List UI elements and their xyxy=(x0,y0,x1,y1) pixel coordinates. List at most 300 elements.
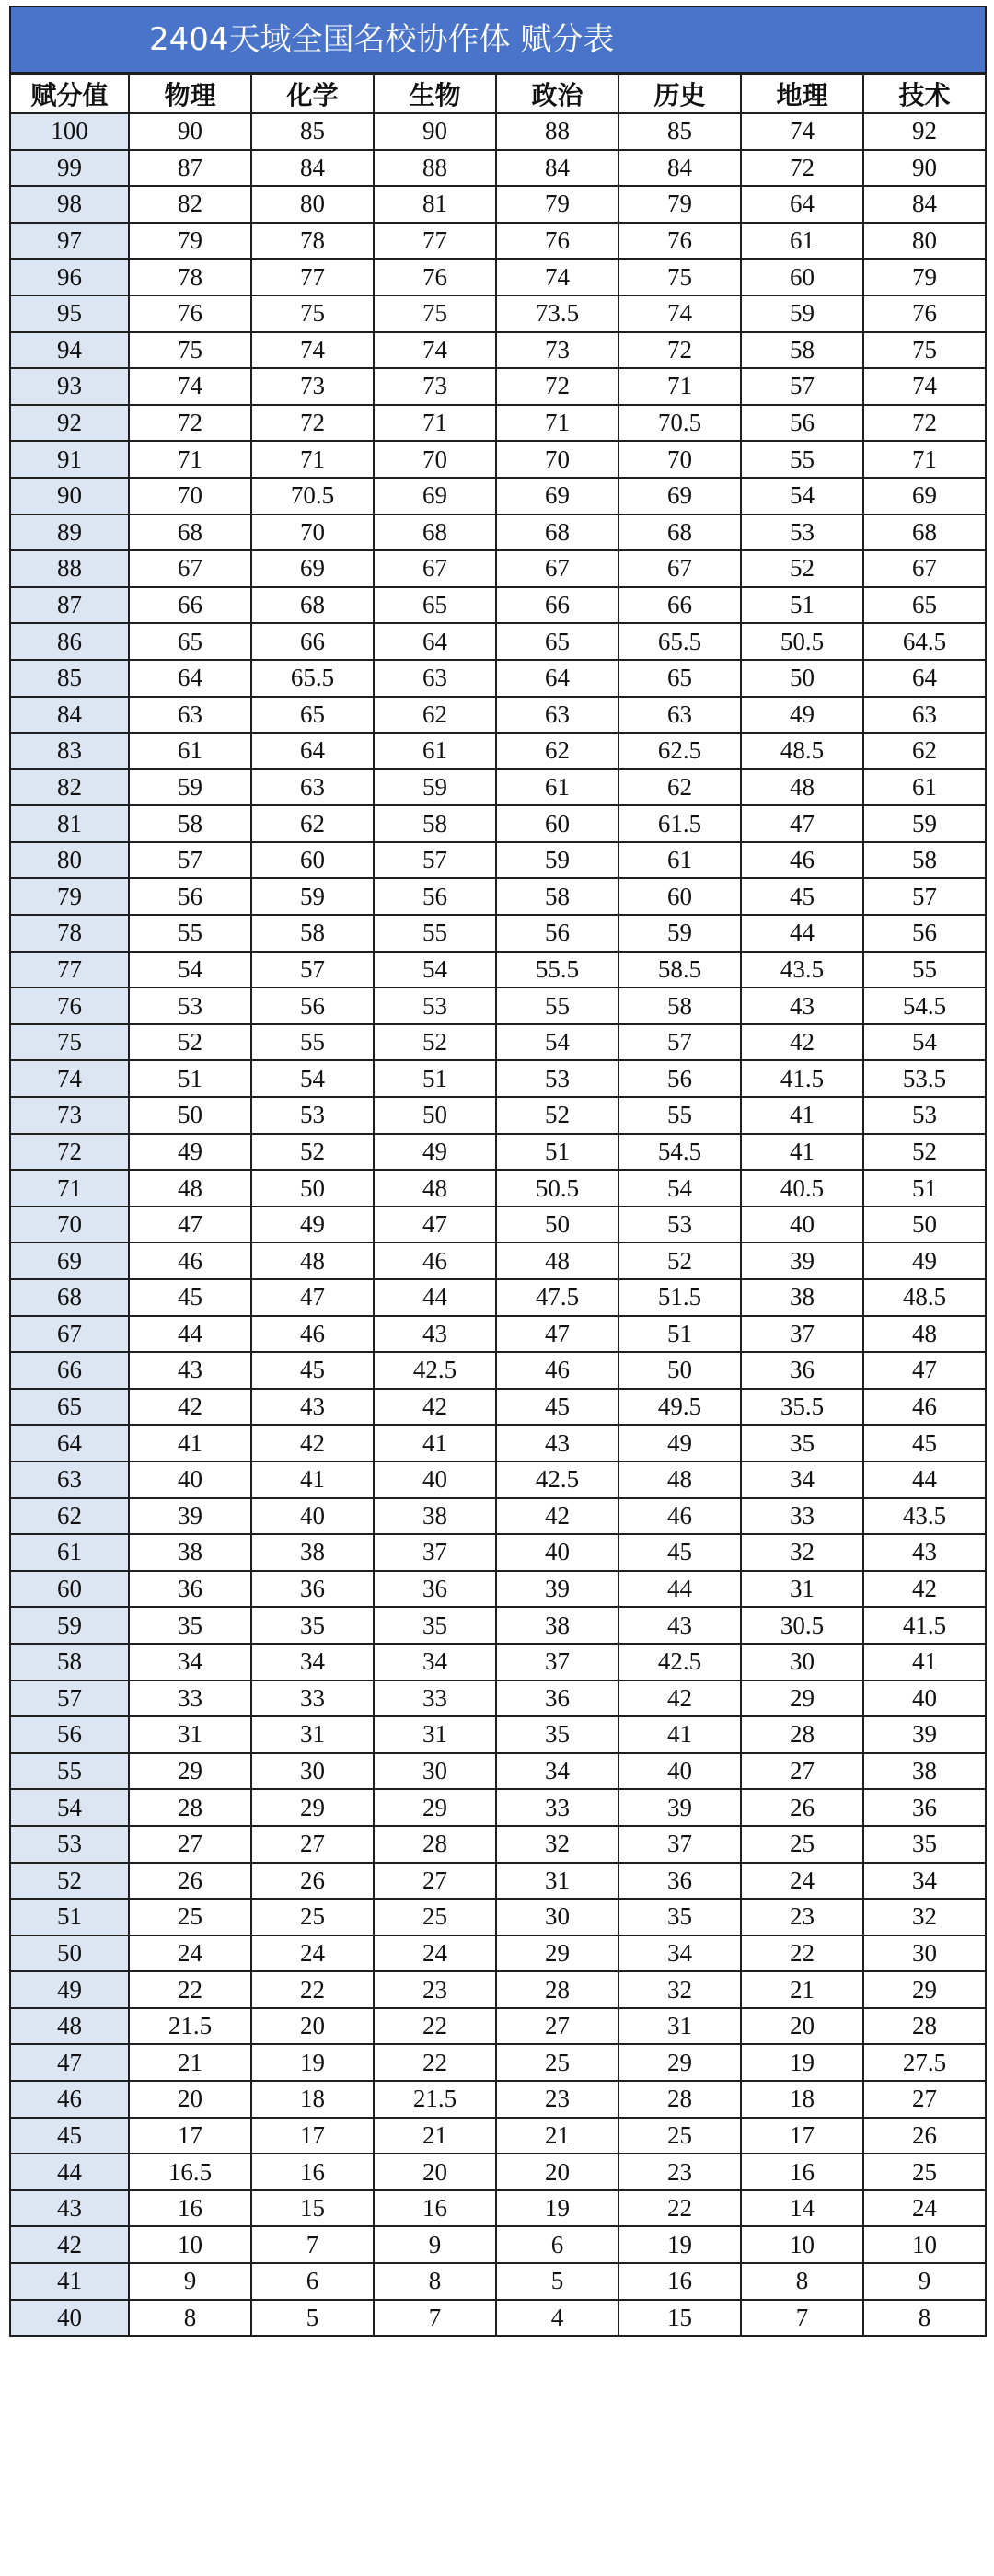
cell-politics: 39 xyxy=(496,1571,618,1608)
cell-technology: 80 xyxy=(863,223,986,260)
cell-technology: 92 xyxy=(863,113,986,150)
score-conversion-table xyxy=(9,74,987,2337)
cell-biology: 22 xyxy=(374,2008,496,2045)
cell-geography: 42 xyxy=(741,1024,863,1061)
cell-politics: 36 xyxy=(496,1681,618,1717)
cell-history: 62.5 xyxy=(618,733,741,769)
cell-chemistry: 48 xyxy=(251,1242,374,1279)
cell-history: 48 xyxy=(618,1461,741,1498)
table-row xyxy=(10,1060,986,1097)
cell-biology: 23 xyxy=(374,1971,496,2008)
cell-chemistry: 36 xyxy=(251,1571,374,1608)
cell-politics: 53 xyxy=(496,1060,618,1097)
table-row xyxy=(10,2190,986,2227)
cell-physics: 21 xyxy=(129,2044,251,2081)
cell-technology: 43 xyxy=(863,1534,986,1571)
cell-technology: 84 xyxy=(863,186,986,223)
score-cell: 83 xyxy=(10,733,129,769)
cell-technology: 59 xyxy=(863,805,986,842)
cell-physics: 79 xyxy=(129,223,251,260)
cell-biology: 8 xyxy=(374,2263,496,2300)
cell-politics: 42.5 xyxy=(496,1461,618,1498)
cell-geography: 41 xyxy=(741,1097,863,1134)
score-cell: 93 xyxy=(10,368,129,405)
cell-politics: 68 xyxy=(496,514,618,551)
cell-technology: 54.5 xyxy=(863,988,986,1024)
cell-physics: 64 xyxy=(129,660,251,697)
cell-politics: 27 xyxy=(496,2008,618,2045)
cell-history: 28 xyxy=(618,2081,741,2118)
cell-politics: 71 xyxy=(496,405,618,442)
cell-biology: 21.5 xyxy=(374,2081,496,2118)
cell-chemistry: 70.5 xyxy=(251,478,374,514)
table-row xyxy=(10,2044,986,2081)
cell-technology: 25 xyxy=(863,2154,986,2190)
cell-politics: 73.5 xyxy=(496,295,618,332)
cell-geography: 50 xyxy=(741,660,863,697)
cell-technology: 39 xyxy=(863,1716,986,1753)
cell-technology: 61 xyxy=(863,769,986,806)
cell-history: 44 xyxy=(618,1571,741,1608)
score-cell: 76 xyxy=(10,988,129,1024)
cell-geography: 44 xyxy=(741,915,863,952)
cell-biology: 37 xyxy=(374,1534,496,1571)
cell-technology: 35 xyxy=(863,1826,986,1863)
cell-geography: 53 xyxy=(741,514,863,551)
cell-physics: 28 xyxy=(129,1789,251,1826)
cell-physics: 26 xyxy=(129,1863,251,1900)
table-row xyxy=(10,1571,986,1608)
cell-geography: 46 xyxy=(741,842,863,879)
cell-geography: 14 xyxy=(741,2190,863,2227)
cell-physics: 9 xyxy=(129,2263,251,2300)
cell-technology: 32 xyxy=(863,1899,986,1935)
cell-geography: 72 xyxy=(741,150,863,187)
cell-history: 15 xyxy=(618,2300,741,2337)
cell-physics: 78 xyxy=(129,259,251,295)
cell-politics: 46 xyxy=(496,1352,618,1389)
cell-chemistry: 73 xyxy=(251,368,374,405)
score-cell: 98 xyxy=(10,186,129,223)
cell-physics: 24 xyxy=(129,1935,251,1972)
cell-physics: 36 xyxy=(129,1571,251,1608)
cell-chemistry: 72 xyxy=(251,405,374,442)
cell-chemistry: 62 xyxy=(251,805,374,842)
score-cell: 68 xyxy=(10,1279,129,1316)
cell-technology: 48 xyxy=(863,1316,986,1353)
cell-history: 84 xyxy=(618,150,741,187)
score-cell: 58 xyxy=(10,1644,129,1681)
cell-politics: 4 xyxy=(496,2300,618,2337)
score-cell: 94 xyxy=(10,332,129,369)
score-cell: 45 xyxy=(10,2118,129,2154)
cell-biology: 42 xyxy=(374,1389,496,1426)
cell-politics: 67 xyxy=(496,550,618,587)
table-row xyxy=(10,915,986,952)
cell-geography: 34 xyxy=(741,1461,863,1498)
cell-technology: 71 xyxy=(863,441,986,478)
table-row xyxy=(10,2154,986,2190)
table-row xyxy=(10,1607,986,1644)
cell-physics: 67 xyxy=(129,550,251,587)
cell-politics: 34 xyxy=(496,1753,618,1790)
cell-politics: 42 xyxy=(496,1498,618,1535)
cell-chemistry: 63 xyxy=(251,769,374,806)
cell-chemistry: 22 xyxy=(251,1971,374,2008)
cell-history: 34 xyxy=(618,1935,741,1972)
cell-politics: 54 xyxy=(496,1024,618,1061)
cell-geography: 48 xyxy=(741,769,863,806)
table-row xyxy=(10,2226,986,2263)
cell-biology: 24 xyxy=(374,1935,496,1972)
table-row xyxy=(10,2081,986,2118)
score-cell: 70 xyxy=(10,1207,129,1243)
score-cell: 51 xyxy=(10,1899,129,1935)
table-row xyxy=(10,1316,986,1353)
cell-politics: 72 xyxy=(496,368,618,405)
cell-history: 74 xyxy=(618,295,741,332)
header-technology: 技术 xyxy=(863,75,986,113)
score-cell: 41 xyxy=(10,2263,129,2300)
score-cell: 88 xyxy=(10,550,129,587)
cell-politics: 45 xyxy=(496,1389,618,1426)
cell-biology: 52 xyxy=(374,1024,496,1061)
cell-physics: 75 xyxy=(129,332,251,369)
cell-biology: 74 xyxy=(374,332,496,369)
cell-history: 63 xyxy=(618,697,741,734)
table-row xyxy=(10,1899,986,1935)
cell-history: 42.5 xyxy=(618,1644,741,1681)
cell-chemistry: 55 xyxy=(251,1024,374,1061)
table-row xyxy=(10,514,986,551)
cell-history: 31 xyxy=(618,2008,741,2045)
table-row xyxy=(10,805,986,842)
cell-technology: 36 xyxy=(863,1789,986,1826)
table-body xyxy=(10,113,986,2336)
table-row xyxy=(10,2300,986,2337)
cell-chemistry: 60 xyxy=(251,842,374,879)
header-biology: 生物 xyxy=(374,75,496,113)
cell-geography: 61 xyxy=(741,223,863,260)
cell-physics: 70 xyxy=(129,478,251,514)
cell-geography: 8 xyxy=(741,2263,863,2300)
cell-geography: 36 xyxy=(741,1352,863,1389)
score-cell: 42 xyxy=(10,2226,129,2263)
cell-biology: 27 xyxy=(374,1863,496,1900)
cell-biology: 59 xyxy=(374,769,496,806)
cell-chemistry: 40 xyxy=(251,1498,374,1535)
cell-politics: 70 xyxy=(496,441,618,478)
cell-physics: 20 xyxy=(129,2081,251,2118)
cell-chemistry: 6 xyxy=(251,2263,374,2300)
cell-politics: 76 xyxy=(496,223,618,260)
cell-technology: 74 xyxy=(863,368,986,405)
cell-physics: 66 xyxy=(129,587,251,624)
cell-technology: 90 xyxy=(863,150,986,187)
cell-physics: 68 xyxy=(129,514,251,551)
cell-politics: 84 xyxy=(496,150,618,187)
cell-physics: 87 xyxy=(129,150,251,187)
cell-physics: 52 xyxy=(129,1024,251,1061)
cell-history: 40 xyxy=(618,1753,741,1790)
cell-politics: 21 xyxy=(496,2118,618,2154)
cell-physics: 61 xyxy=(129,733,251,769)
cell-chemistry: 34 xyxy=(251,1644,374,1681)
cell-geography: 16 xyxy=(741,2154,863,2190)
cell-biology: 34 xyxy=(374,1644,496,1681)
cell-history: 58.5 xyxy=(618,952,741,988)
table-row xyxy=(10,1389,986,1426)
cell-politics: 60 xyxy=(496,805,618,842)
table-row xyxy=(10,478,986,514)
table-row xyxy=(10,988,986,1024)
table-row xyxy=(10,332,986,369)
cell-chemistry: 77 xyxy=(251,259,374,295)
cell-geography: 27 xyxy=(741,1753,863,1790)
cell-technology: 75 xyxy=(863,332,986,369)
cell-geography: 39 xyxy=(741,1242,863,1279)
table-row xyxy=(10,1935,986,1972)
table-row xyxy=(10,1753,986,1790)
cell-history: 16 xyxy=(618,2263,741,2300)
cell-geography: 47 xyxy=(741,805,863,842)
cell-politics: 65 xyxy=(496,623,618,660)
cell-chemistry: 80 xyxy=(251,186,374,223)
cell-chemistry: 18 xyxy=(251,2081,374,2118)
cell-physics: 51 xyxy=(129,1060,251,1097)
cell-physics: 34 xyxy=(129,1644,251,1681)
score-cell: 53 xyxy=(10,1826,129,1863)
cell-politics: 55.5 xyxy=(496,952,618,988)
cell-biology: 41 xyxy=(374,1425,496,1461)
score-cell: 55 xyxy=(10,1753,129,1790)
cell-history: 19 xyxy=(618,2226,741,2263)
cell-geography: 74 xyxy=(741,113,863,150)
cell-technology: 40 xyxy=(863,1681,986,1717)
cell-technology: 47 xyxy=(863,1352,986,1389)
cell-politics: 6 xyxy=(496,2226,618,2263)
cell-history: 45 xyxy=(618,1534,741,1571)
cell-history: 66 xyxy=(618,587,741,624)
score-cell: 84 xyxy=(10,697,129,734)
cell-geography: 37 xyxy=(741,1316,863,1353)
cell-biology: 81 xyxy=(374,186,496,223)
cell-chemistry: 84 xyxy=(251,150,374,187)
cell-history: 79 xyxy=(618,186,741,223)
cell-biology: 25 xyxy=(374,1899,496,1935)
cell-technology: 44 xyxy=(863,1461,986,1498)
cell-politics: 35 xyxy=(496,1716,618,1753)
cell-geography: 57 xyxy=(741,368,863,405)
cell-technology: 45 xyxy=(863,1425,986,1461)
cell-biology: 29 xyxy=(374,1789,496,1826)
cell-physics: 53 xyxy=(129,988,251,1024)
cell-physics: 56 xyxy=(129,878,251,915)
cell-biology: 38 xyxy=(374,1498,496,1535)
cell-history: 71 xyxy=(618,368,741,405)
table-row xyxy=(10,1644,986,1681)
cell-politics: 64 xyxy=(496,660,618,697)
table-row xyxy=(10,1242,986,1279)
cell-history: 49 xyxy=(618,1425,741,1461)
cell-technology: 27 xyxy=(863,2081,986,2118)
cell-chemistry: 50 xyxy=(251,1170,374,1207)
cell-history: 54.5 xyxy=(618,1134,741,1171)
table-row xyxy=(10,441,986,478)
table-row xyxy=(10,1352,986,1389)
table-row xyxy=(10,405,986,442)
cell-history: 37 xyxy=(618,1826,741,1863)
cell-politics: 5 xyxy=(496,2263,618,2300)
score-cell: 64 xyxy=(10,1425,129,1461)
table-row xyxy=(10,550,986,587)
score-cell: 85 xyxy=(10,660,129,697)
cell-politics: 88 xyxy=(496,113,618,150)
cell-biology: 56 xyxy=(374,878,496,915)
table-row xyxy=(10,952,986,988)
cell-chemistry: 69 xyxy=(251,550,374,587)
cell-politics: 33 xyxy=(496,1789,618,1826)
score-cell: 40 xyxy=(10,2300,129,2337)
score-cell: 82 xyxy=(10,769,129,806)
table-row xyxy=(10,2008,986,2045)
cell-history: 43 xyxy=(618,1607,741,1644)
cell-technology: 30 xyxy=(863,1935,986,1972)
cell-history: 35 xyxy=(618,1899,741,1935)
cell-history: 60 xyxy=(618,878,741,915)
cell-technology: 49 xyxy=(863,1242,986,1279)
cell-technology: 51 xyxy=(863,1170,986,1207)
score-cell: 92 xyxy=(10,405,129,442)
cell-politics: 28 xyxy=(496,1971,618,2008)
score-cell: 48 xyxy=(10,2008,129,2045)
cell-biology: 62 xyxy=(374,697,496,734)
cell-chemistry: 19 xyxy=(251,2044,374,2081)
cell-geography: 32 xyxy=(741,1534,863,1571)
score-cell: 90 xyxy=(10,478,129,514)
cell-geography: 59 xyxy=(741,295,863,332)
header-chemistry: 化学 xyxy=(251,75,374,113)
cell-technology: 50 xyxy=(863,1207,986,1243)
cell-physics: 57 xyxy=(129,842,251,879)
cell-politics: 69 xyxy=(496,478,618,514)
cell-politics: 61 xyxy=(496,769,618,806)
cell-geography: 31 xyxy=(741,1571,863,1608)
table-row xyxy=(10,368,986,405)
cell-history: 59 xyxy=(618,915,741,952)
score-cell: 49 xyxy=(10,1971,129,2008)
cell-technology: 41.5 xyxy=(863,1607,986,1644)
header-physics: 物理 xyxy=(129,75,251,113)
table-row xyxy=(10,733,986,769)
score-cell: 86 xyxy=(10,623,129,660)
cell-politics: 47.5 xyxy=(496,1279,618,1316)
cell-history: 69 xyxy=(618,478,741,514)
cell-geography: 24 xyxy=(741,1863,863,1900)
cell-geography: 50.5 xyxy=(741,623,863,660)
cell-history: 41 xyxy=(618,1716,741,1753)
cell-physics: 10 xyxy=(129,2226,251,2263)
cell-biology: 40 xyxy=(374,1461,496,1498)
cell-technology: 46 xyxy=(863,1389,986,1426)
cell-biology: 67 xyxy=(374,550,496,587)
table-row xyxy=(10,1971,986,2008)
cell-biology: 48 xyxy=(374,1170,496,1207)
cell-technology: 79 xyxy=(863,259,986,295)
table-row xyxy=(10,2118,986,2154)
table-row xyxy=(10,697,986,734)
cell-physics: 54 xyxy=(129,952,251,988)
score-cell: 97 xyxy=(10,223,129,260)
cell-chemistry: 70 xyxy=(251,514,374,551)
cell-history: 39 xyxy=(618,1789,741,1826)
score-cell: 96 xyxy=(10,259,129,295)
cell-biology: 21 xyxy=(374,2118,496,2154)
cell-history: 62 xyxy=(618,769,741,806)
table-row xyxy=(10,2263,986,2300)
cell-biology: 90 xyxy=(374,113,496,150)
cell-physics: 58 xyxy=(129,805,251,842)
cell-geography: 51 xyxy=(741,587,863,624)
cell-physics: 59 xyxy=(129,769,251,806)
cell-chemistry: 56 xyxy=(251,988,374,1024)
cell-politics: 55 xyxy=(496,988,618,1024)
table-row xyxy=(10,1279,986,1316)
score-cell: 44 xyxy=(10,2154,129,2190)
cell-physics: 90 xyxy=(129,113,251,150)
cell-politics: 38 xyxy=(496,1607,618,1644)
score-cell: 66 xyxy=(10,1352,129,1389)
cell-chemistry: 41 xyxy=(251,1461,374,1498)
cell-physics: 40 xyxy=(129,1461,251,1498)
cell-history: 46 xyxy=(618,1498,741,1535)
cell-chemistry: 35 xyxy=(251,1607,374,1644)
score-cell: 65 xyxy=(10,1389,129,1426)
score-cell: 78 xyxy=(10,915,129,952)
score-cell: 59 xyxy=(10,1607,129,1644)
cell-chemistry: 68 xyxy=(251,587,374,624)
cell-chemistry: 26 xyxy=(251,1863,374,1900)
score-cell: 74 xyxy=(10,1060,129,1097)
score-cell: 77 xyxy=(10,952,129,988)
cell-politics: 47 xyxy=(496,1316,618,1353)
cell-technology: 56 xyxy=(863,915,986,952)
cell-geography: 28 xyxy=(741,1716,863,1753)
table-row xyxy=(10,186,986,223)
table-row xyxy=(10,150,986,187)
cell-biology: 35 xyxy=(374,1607,496,1644)
table-row xyxy=(10,878,986,915)
cell-geography: 60 xyxy=(741,259,863,295)
table-row xyxy=(10,842,986,879)
cell-politics: 31 xyxy=(496,1863,618,1900)
cell-chemistry: 58 xyxy=(251,915,374,952)
cell-geography: 35 xyxy=(741,1425,863,1461)
score-cell: 50 xyxy=(10,1935,129,1972)
cell-chemistry: 17 xyxy=(251,2118,374,2154)
cell-physics: 45 xyxy=(129,1279,251,1316)
cell-politics: 51 xyxy=(496,1134,618,1171)
cell-technology: 24 xyxy=(863,2190,986,2227)
cell-politics: 25 xyxy=(496,2044,618,2081)
cell-technology: 26 xyxy=(863,2118,986,2154)
cell-history: 68 xyxy=(618,514,741,551)
cell-physics: 39 xyxy=(129,1498,251,1535)
cell-politics: 56 xyxy=(496,915,618,952)
cell-history: 61.5 xyxy=(618,805,741,842)
cell-politics: 19 xyxy=(496,2190,618,2227)
header-geography: 地理 xyxy=(741,75,863,113)
